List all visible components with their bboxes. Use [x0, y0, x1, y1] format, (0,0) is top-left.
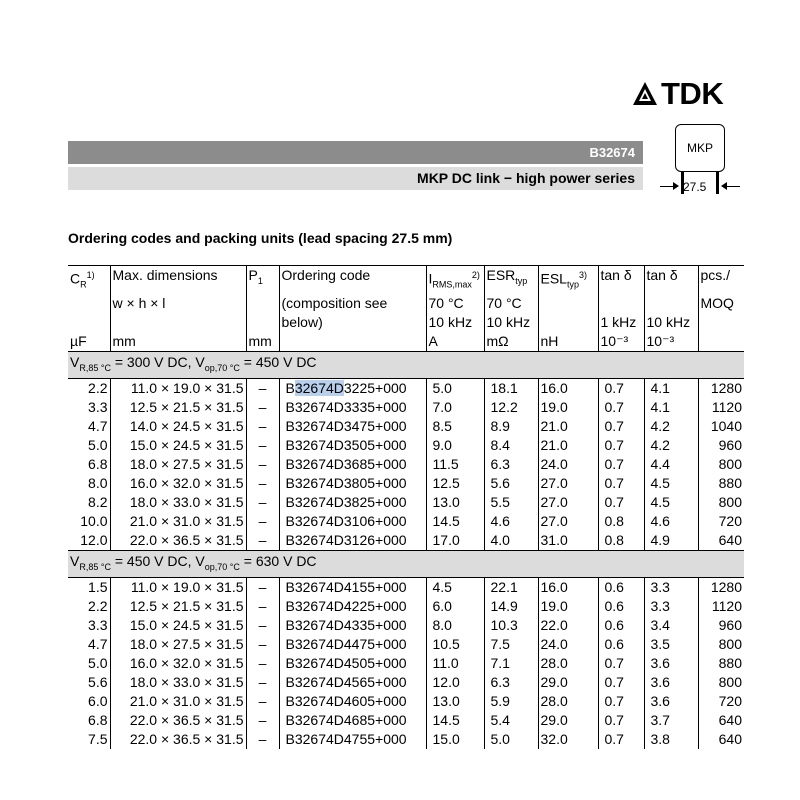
cell-irms: 4.5 — [426, 578, 484, 598]
cell-esr: 4.6 — [484, 512, 538, 531]
cell-irms: 5.0 — [426, 379, 484, 399]
cell-capacitance: 3.3 — [88, 617, 108, 634]
header-pcs: pcs./ — [698, 266, 744, 295]
table-row — [68, 455, 744, 474]
cell-pcs: 880 — [698, 474, 744, 493]
cell-dimensions: 22.0 × 36.5 × 31.5 — [110, 730, 246, 749]
cell-ordering-code: B32674D4755+000 — [279, 730, 426, 749]
cell-ordering-code: B32674D4155+000 — [279, 578, 426, 598]
cell-pcs: 1120 — [698, 398, 744, 417]
cell-ordering-code: B32674D3475+000 — [279, 417, 426, 436]
header-tan-freq-1: 1 kHz — [598, 313, 644, 332]
cell-esr: 6.3 — [484, 673, 538, 692]
cell-esr: 5.0 — [484, 730, 538, 749]
cell-p1: – — [246, 512, 279, 531]
cell-irms: 14.5 — [426, 711, 484, 730]
table-row — [68, 673, 744, 692]
cell-irms: 11.0 — [426, 654, 484, 673]
cell-tan-10khz: 3.3 — [644, 597, 698, 616]
cell-tan-1khz: 0.8 — [598, 512, 644, 531]
cell-tan-1khz: 0.8 — [598, 531, 644, 551]
lead-spacing-label: 27.5 — [683, 180, 707, 194]
header-code: Ordering code — [279, 266, 426, 295]
header-dims: Max. dimensions — [110, 266, 246, 295]
arrow-left-icon — [721, 182, 727, 190]
table-row — [68, 531, 744, 551]
cell-capacitance: 4.7 — [88, 636, 108, 653]
cell-esl: 27.0 — [538, 493, 598, 512]
cell-esr: 8.4 — [484, 436, 538, 455]
cell-dimensions: 18.0 × 33.0 × 31.5 — [110, 493, 246, 512]
cell-ordering-code: B32674D4225+000 — [279, 597, 426, 616]
cell-tan-1khz: 0.6 — [598, 597, 644, 616]
cell-tan-1khz: 0.7 — [598, 455, 644, 474]
cell-esr: 5.6 — [484, 474, 538, 493]
cell-pcs: 1280 — [698, 379, 744, 399]
brand-name: TDK — [661, 76, 724, 111]
cell-tan-10khz: 4.5 — [644, 493, 698, 512]
cell-tan-1khz: 0.7 — [598, 436, 644, 455]
voltage-group-label: $V_{R,85 ^\circ C} = 300$ V DC, $V_{op,70 ^\circ C} = 450$ V DC — [68, 352, 744, 379]
cell-dimensions: 21.0 × 31.0 × 31.5 — [110, 512, 246, 531]
table-row — [68, 474, 744, 493]
cell-irms: 15.0 — [426, 730, 484, 749]
cell-esl: 27.0 — [538, 512, 598, 531]
header-p1: $P_1$ — [246, 266, 279, 295]
cell-capacitance: 5.0 — [88, 655, 108, 672]
table-row — [68, 398, 744, 417]
cell-pcs: 640 — [698, 711, 744, 730]
cell-dimensions: 14.0 × 24.5 × 31.5 — [110, 417, 246, 436]
cell-tan-1khz: 0.7 — [598, 673, 644, 692]
table-row — [68, 692, 744, 711]
header-tan-freq-2: 10 kHz — [644, 313, 698, 332]
cell-pcs: 1040 — [698, 417, 744, 436]
cell-ordering-code: B32674D4685+000 — [279, 711, 426, 730]
arrow-right-icon — [673, 182, 679, 190]
cell-esr: 7.1 — [484, 654, 538, 673]
cell-tan-10khz: 3.6 — [644, 654, 698, 673]
cell-tan-1khz: 0.7 — [598, 692, 644, 711]
cell-dimensions: 16.0 × 32.0 × 31.5 — [110, 474, 246, 493]
cell-tan-10khz: 4.2 — [644, 417, 698, 436]
cell-pcs: 640 — [698, 730, 744, 749]
cell-capacitance: 4.7 — [88, 418, 108, 435]
cell-esr: 22.1 — [484, 578, 538, 598]
cell-capacitance: 6.8 — [88, 456, 108, 473]
unit-p1: mm — [246, 332, 279, 352]
cell-capacitance: 2.2 — [88, 598, 108, 615]
cell-tan-10khz: 4.1 — [644, 398, 698, 417]
cell-p1: – — [246, 436, 279, 455]
cell-irms: 8.5 — [426, 417, 484, 436]
cell-ordering-code: B32674D3106+000 — [279, 512, 426, 531]
cell-pcs: 1280 — [698, 578, 744, 598]
cell-p1: – — [246, 455, 279, 474]
cell-tan-10khz: 3.5 — [644, 635, 698, 654]
cell-pcs: 800 — [698, 635, 744, 654]
cell-p1: – — [246, 531, 279, 551]
table-row — [68, 436, 744, 455]
cell-tan-1khz: 0.7 — [598, 379, 644, 399]
cell-esr: 5.5 — [484, 493, 538, 512]
cell-tan-1khz: 0.6 — [598, 578, 644, 598]
unit-tan-2: 10⁻³ — [644, 332, 698, 352]
cell-p1: – — [246, 654, 279, 673]
header-row-2 — [68, 294, 744, 313]
cell-ordering-code: B32674D4565+000 — [279, 673, 426, 692]
cell-irms: 13.0 — [426, 692, 484, 711]
cell-irms: 17.0 — [426, 531, 484, 551]
cell-tan-1khz: 0.7 — [598, 474, 644, 493]
package-label: MKP — [686, 141, 713, 155]
cell-capacitance: 6.8 — [88, 712, 108, 729]
cell-dimensions: 16.0 × 32.0 × 31.5 — [110, 654, 246, 673]
cell-dimensions: 18.0 × 27.5 × 31.5 — [110, 635, 246, 654]
cell-tan-10khz: 4.9 — [644, 531, 698, 551]
cell-capacitance: 2.2 — [88, 380, 108, 397]
ordering-codes-table — [68, 265, 744, 749]
cell-tan-10khz: 4.6 — [644, 512, 698, 531]
table-row — [68, 379, 744, 399]
table-row — [68, 635, 744, 654]
cell-tan-10khz: 3.3 — [644, 578, 698, 598]
unit-cr: µF — [70, 333, 87, 350]
cell-capacitance: 5.0 — [88, 437, 108, 454]
cell-dimensions: 22.0 × 36.5 × 31.5 — [110, 711, 246, 730]
table-row — [68, 493, 744, 512]
cell-p1: – — [246, 379, 279, 399]
cell-ordering-code: B32674D3335+000 — [279, 398, 426, 417]
cell-dimensions: 11.0 × 19.0 × 31.5 — [110, 379, 246, 399]
cell-esl: 16.0 — [538, 379, 598, 399]
cell-pcs: 800 — [698, 455, 744, 474]
unit-irms: A — [426, 332, 484, 352]
cell-esl: 31.0 — [538, 531, 598, 551]
cell-esr: 12.2 — [484, 398, 538, 417]
dimension-line-right — [725, 186, 740, 187]
cell-tan-10khz: 3.7 — [644, 711, 698, 730]
cell-p1: – — [246, 730, 279, 749]
cell-esr: 10.3 — [484, 616, 538, 635]
cell-pcs: 720 — [698, 512, 744, 531]
header-esr-freq: 10 kHz — [484, 313, 538, 332]
lead-right — [716, 172, 719, 194]
cell-ordering-code: B32674D3805+000 — [279, 474, 426, 493]
cell-tan-10khz: 4.4 — [644, 455, 698, 474]
cell-p1: – — [246, 635, 279, 654]
cell-irms: 8.0 — [426, 616, 484, 635]
cell-tan-10khz: 3.4 — [644, 616, 698, 635]
cell-tan-10khz: 4.1 — [644, 379, 698, 399]
header-row-1 — [68, 266, 744, 295]
cell-dimensions: 18.0 × 33.0 × 31.5 — [110, 673, 246, 692]
package-outline — [675, 124, 725, 172]
header-dims-formula: w × h × l — [110, 294, 246, 313]
cell-ordering-code: B32674D4335+000 — [279, 616, 426, 635]
cell-dimensions: 12.5 × 21.5 × 31.5 — [110, 597, 246, 616]
cell-ordering-code: B32674D3505+000 — [279, 436, 426, 455]
table-row — [68, 654, 744, 673]
cell-p1: – — [246, 578, 279, 598]
cell-ordering-code: B32674D4475+000 — [279, 635, 426, 654]
cell-tan-1khz: 0.7 — [598, 493, 644, 512]
header-row-3 — [68, 313, 744, 332]
cell-capacitance: 1.5 — [88, 579, 108, 596]
cell-tan-1khz: 0.7 — [598, 654, 644, 673]
cell-pcs: 640 — [698, 531, 744, 551]
cell-p1: – — [246, 711, 279, 730]
cell-irms: 12.0 — [426, 673, 484, 692]
cell-esl: 29.0 — [538, 711, 598, 730]
cell-dimensions: 22.0 × 36.5 × 31.5 — [110, 531, 246, 551]
cell-tan-10khz: 4.5 — [644, 474, 698, 493]
cell-irms: 14.5 — [426, 512, 484, 531]
table-row — [68, 711, 744, 730]
part-number-bar: B32674 — [68, 141, 643, 164]
cell-pcs: 800 — [698, 673, 744, 692]
unit-tan-1: 10⁻³ — [598, 332, 644, 352]
header-tan-10khz: tan δ — [644, 266, 698, 295]
tdk-logo-icon — [632, 81, 658, 107]
cell-tan-1khz: 0.6 — [598, 635, 644, 654]
header-units-row — [68, 332, 744, 352]
cell-esl: 21.0 — [538, 436, 598, 455]
cell-pcs: 800 — [698, 493, 744, 512]
cell-capacitance: 7.5 — [88, 731, 108, 748]
header-esr: $ESR_{typ}$ — [484, 266, 538, 295]
cell-p1: – — [246, 616, 279, 635]
cell-esr: 6.3 — [484, 455, 538, 474]
cell-esl: 32.0 — [538, 730, 598, 749]
cell-esr: 5.4 — [484, 711, 538, 730]
cell-irms: 10.5 — [426, 635, 484, 654]
cell-capacitance: 8.0 — [88, 475, 108, 492]
cell-p1: – — [246, 673, 279, 692]
cell-esr: 14.9 — [484, 597, 538, 616]
cell-esr: 8.9 — [484, 417, 538, 436]
cell-esl: 16.0 — [538, 578, 598, 598]
cell-pcs: 960 — [698, 436, 744, 455]
cell-dimensions: 11.0 × 19.0 × 31.5 — [110, 578, 246, 598]
cell-dimensions: 18.0 × 27.5 × 31.5 — [110, 455, 246, 474]
cell-capacitance: 10.0 — [80, 513, 108, 530]
cell-ordering-code: B32674D4505+000 — [279, 654, 426, 673]
header-moq: MOQ — [698, 294, 744, 313]
cell-tan-10khz: 4.2 — [644, 436, 698, 455]
cell-dimensions: 12.5 × 21.5 × 31.5 — [110, 398, 246, 417]
cell-irms: 12.5 — [426, 474, 484, 493]
cell-esl: 28.0 — [538, 654, 598, 673]
cell-irms: 6.0 — [426, 597, 484, 616]
cell-ordering-code: B32674D3126+000 — [279, 531, 426, 551]
cell-capacitance: 6.0 — [88, 693, 108, 710]
cell-p1: – — [246, 692, 279, 711]
table-row — [68, 417, 744, 436]
cell-p1: – — [246, 597, 279, 616]
cell-capacitance: 12.0 — [80, 532, 108, 549]
cell-capacitance: 3.3 — [88, 399, 108, 416]
voltage-group-header — [68, 551, 744, 578]
header-irms-temp: 70 °C — [426, 294, 484, 313]
cell-irms: 11.5 — [426, 455, 484, 474]
header-esl: $ESL_{typ}^{3)}$ — [538, 266, 598, 295]
table-row — [68, 512, 744, 531]
header-esr-temp: 70 °C — [484, 294, 538, 313]
voltage-group-label: $V_{R,85 ^\circ C} = 450$ V DC, $V_{op,70 ^\circ C} = 630$ V DC — [68, 551, 744, 578]
cell-esl: 22.0 — [538, 616, 598, 635]
cell-esr: 18.1 — [484, 379, 538, 399]
cell-pcs: 880 — [698, 654, 744, 673]
table-row — [68, 578, 744, 598]
cell-pcs: 960 — [698, 616, 744, 635]
cell-p1: – — [246, 493, 279, 512]
cell-esr: 7.5 — [484, 635, 538, 654]
header-tan-1khz: tan δ — [598, 266, 644, 295]
unit-esl: nH — [538, 332, 598, 352]
section-title: Ordering codes and packing units (lead spacing 27.5 mm) — [68, 230, 453, 246]
cell-ordering-code: B32674D3825+000 — [279, 493, 426, 512]
cell-capacitance: 5.6 — [88, 674, 108, 691]
cell-tan-1khz: 0.7 — [598, 398, 644, 417]
cell-esl: 27.0 — [538, 474, 598, 493]
cell-p1: – — [246, 398, 279, 417]
cell-tan-10khz: 3.6 — [644, 692, 698, 711]
cell-ordering-code: B32674D3685+000 — [279, 455, 426, 474]
cell-irms: 7.0 — [426, 398, 484, 417]
cell-esl: 29.0 — [538, 673, 598, 692]
table-row — [68, 616, 744, 635]
cell-esl: 21.0 — [538, 417, 598, 436]
cell-tan-10khz: 3.6 — [644, 673, 698, 692]
cell-ordering-code: B32674D4605+000 — [279, 692, 426, 711]
cell-tan-1khz: 0.6 — [598, 616, 644, 635]
series-bar: MKP DC link − high power series — [68, 167, 643, 190]
cell-esl: 19.0 — [538, 398, 598, 417]
header-irms-freq: 10 kHz — [426, 313, 484, 332]
cell-ordering-code: B32674D3225+000 — [279, 379, 426, 399]
cell-esl: 24.0 — [538, 635, 598, 654]
cell-tan-1khz: 0.7 — [598, 711, 644, 730]
cell-irms: 9.0 — [426, 436, 484, 455]
cell-esl: 28.0 — [538, 692, 598, 711]
table-row — [68, 597, 744, 616]
tdk-logo — [632, 78, 723, 109]
cell-esr: 4.0 — [484, 531, 538, 551]
unit-esr: mΩ — [484, 332, 538, 352]
cell-capacitance: 8.2 — [88, 494, 108, 511]
table-row — [68, 730, 744, 749]
voltage-group-header — [68, 352, 744, 379]
cell-pcs: 1120 — [698, 597, 744, 616]
cell-dimensions: 15.0 × 24.5 × 31.5 — [110, 436, 246, 455]
header-code-line3: below) — [279, 313, 426, 332]
cell-esl: 24.0 — [538, 455, 598, 474]
header-code-line2: (composition see — [279, 294, 426, 313]
header-cr: $C_R^{1)}$ — [68, 266, 110, 295]
cell-dimensions: 21.0 × 31.0 × 31.5 — [110, 692, 246, 711]
cell-esl: 19.0 — [538, 597, 598, 616]
cell-p1: – — [246, 417, 279, 436]
highlighted-text: 32674D — [294, 380, 344, 397]
header-irms: $I_{RMS,max}^{2)}$ — [426, 266, 484, 295]
unit-dims: mm — [110, 332, 246, 352]
cell-dimensions: 15.0 × 24.5 × 31.5 — [110, 616, 246, 635]
cell-tan-1khz: 0.7 — [598, 730, 644, 749]
cell-p1: – — [246, 474, 279, 493]
cell-esr: 5.9 — [484, 692, 538, 711]
cell-tan-1khz: 0.7 — [598, 417, 644, 436]
cell-tan-10khz: 3.8 — [644, 730, 698, 749]
cell-irms: 13.0 — [426, 493, 484, 512]
cell-pcs: 720 — [698, 692, 744, 711]
